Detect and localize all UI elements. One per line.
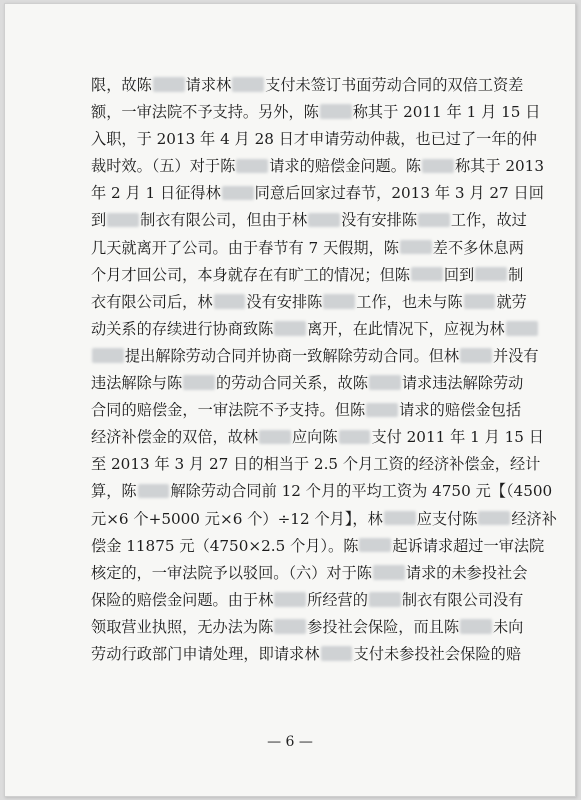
text-segment: 未向 bbox=[492, 617, 524, 636]
text-line bbox=[91, 506, 557, 533]
text-segment: 就劳 bbox=[496, 292, 527, 311]
redaction-blur bbox=[323, 294, 355, 308]
redaction-blur bbox=[153, 77, 185, 91]
redaction-blur bbox=[460, 348, 492, 362]
text-segment: 并没有 bbox=[492, 346, 539, 365]
redaction-blur bbox=[422, 159, 454, 173]
text-segment: 应支付陈 bbox=[416, 509, 478, 528]
text-segment: 没有安排陈 bbox=[341, 211, 417, 230]
redaction-blur bbox=[232, 77, 264, 91]
text-line bbox=[91, 424, 544, 451]
text-segment: 应向陈 bbox=[291, 428, 338, 447]
redaction-blur bbox=[214, 294, 246, 308]
document-page bbox=[4, 3, 576, 797]
text-segment: 劳动行政部门申请处理，即请求林 bbox=[91, 644, 320, 663]
text-line bbox=[91, 180, 544, 207]
redaction-blur bbox=[373, 565, 405, 579]
text-line bbox=[91, 72, 524, 99]
text-segment: 个月才回公司，本身就存在有旷工的情况；但陈 bbox=[91, 265, 410, 284]
text-line bbox=[91, 587, 524, 614]
text-segment: 回到 bbox=[443, 265, 475, 284]
redaction-blur bbox=[369, 592, 401, 606]
redaction-blur bbox=[183, 375, 215, 389]
text-segment: 支付 2011 年 1 月 15 日 bbox=[371, 428, 544, 447]
text-segment: 制 bbox=[508, 265, 524, 284]
text-segment: 解除劳动合同前 12 个月的平均工资为 4750 元【（4500 bbox=[170, 482, 553, 501]
redaction-blur bbox=[236, 159, 268, 173]
text-segment: 所经营的 bbox=[307, 590, 368, 609]
body-text bbox=[91, 72, 557, 668]
text-line bbox=[91, 99, 541, 126]
text-line bbox=[91, 560, 528, 587]
text-segment: 参投社会保险，而且陈 bbox=[307, 617, 460, 636]
redaction-blur bbox=[460, 619, 492, 633]
text-segment: 保险的赔偿金问题。由于林 bbox=[91, 590, 274, 609]
text-segment: 违法解除与陈 bbox=[91, 374, 183, 393]
text-line bbox=[91, 235, 524, 262]
text-segment: 几天就离开了公司。由于春节有 7 天假期，陈 bbox=[91, 238, 399, 257]
text-segment: 同意后回家过春节，2013 年 3 月 27 日回 bbox=[254, 184, 544, 203]
redaction-blur bbox=[92, 348, 124, 362]
text-segment: 裁时效。（五）对于陈 bbox=[91, 157, 236, 176]
text-segment: 经济补偿金的双倍，故林 bbox=[91, 428, 259, 447]
text-segment: 请求的赔偿金问题。陈 bbox=[269, 157, 422, 176]
text-segment: 起诉请求超过一审法院 bbox=[392, 536, 545, 555]
text-line bbox=[91, 533, 545, 560]
text-segment: 没有安排陈 bbox=[246, 292, 323, 311]
text-line bbox=[91, 126, 537, 153]
text-segment: 合同的赔偿金，一审法院不予支持。但陈 bbox=[91, 401, 366, 420]
text-line bbox=[91, 370, 524, 397]
text-segment: 入职，于 2013 年 4 月 28 日才申请劳动仲裁，也已过了一年的仲 bbox=[91, 130, 537, 149]
text-segment: 工作，故过 bbox=[450, 211, 527, 230]
redaction-blur bbox=[339, 430, 371, 444]
redaction-blur bbox=[366, 403, 398, 417]
text-segment: 请求的未参投社会 bbox=[405, 563, 528, 582]
text-segment: 请求林 bbox=[185, 76, 232, 94]
redaction-blur bbox=[321, 646, 353, 660]
text-segment: 算，陈 bbox=[91, 482, 137, 501]
redaction-blur bbox=[506, 321, 538, 335]
text-segment: 称其于 2011 年 1 月 15 日 bbox=[352, 103, 541, 122]
redaction-blur bbox=[274, 592, 306, 606]
text-line bbox=[91, 397, 521, 424]
redaction-blur bbox=[464, 294, 496, 308]
text-line bbox=[91, 289, 527, 316]
redaction-blur bbox=[411, 267, 443, 281]
text-segment: 经济补 bbox=[511, 509, 557, 528]
text-segment: 年 2 月 1 日征得林 bbox=[91, 184, 221, 203]
text-segment: 至 2013 年 3 月 27 日的相当于 2.5 个月工资的经济补偿金，经计 bbox=[91, 455, 541, 474]
redaction-blur bbox=[369, 375, 401, 389]
text-line bbox=[91, 478, 553, 505]
text-segment: 制衣有限公司没有 bbox=[401, 590, 524, 609]
text-line bbox=[91, 451, 541, 478]
text-segment: 支付未签订书面劳动合同的双倍工资差 bbox=[265, 76, 524, 94]
text-line bbox=[91, 153, 545, 180]
text-segment: 限，故陈 bbox=[91, 76, 152, 94]
text-segment: 制衣有限公司，但由于林 bbox=[140, 211, 308, 230]
text-line bbox=[91, 207, 527, 234]
redaction-blur bbox=[107, 213, 139, 227]
text-segment: 动关系的存续进行协商致陈 bbox=[91, 319, 274, 338]
text-line bbox=[91, 343, 539, 370]
redaction-blur bbox=[418, 213, 450, 227]
text-segment: 偿金 11875 元（4750×2.5 个月）。陈 bbox=[91, 536, 359, 555]
text-segment: 工作，也未与陈 bbox=[356, 292, 463, 311]
text-segment: 支付未参投社会保险的赔 bbox=[353, 644, 521, 663]
text-segment: 的劳动合同关系，故陈 bbox=[216, 374, 368, 393]
text-line bbox=[91, 316, 521, 343]
redaction-blur bbox=[259, 430, 291, 444]
redaction-blur bbox=[274, 321, 306, 335]
text-segment: 离开，在此情况下，应视为林 bbox=[307, 319, 505, 338]
redaction-blur bbox=[274, 619, 306, 633]
text-segment: 请求的赔偿金包括 bbox=[399, 401, 521, 420]
text-line bbox=[91, 641, 521, 668]
text-segment: 衣有限公司后，林 bbox=[91, 292, 213, 311]
redaction-blur bbox=[475, 267, 507, 281]
text-segment: 到 bbox=[91, 211, 107, 230]
text-segment: 额，一审法院不予支持。另外，陈 bbox=[91, 103, 319, 122]
redaction-blur bbox=[320, 104, 352, 118]
redaction-blur bbox=[478, 511, 510, 525]
redaction-blur bbox=[400, 240, 432, 254]
redaction-blur bbox=[222, 186, 254, 200]
redaction-blur bbox=[384, 511, 416, 525]
redaction-blur bbox=[308, 213, 340, 227]
text-segment: 领取营业执照，无办法为陈 bbox=[91, 617, 274, 636]
text-segment: 提出解除劳动合同并协商一致解除劳动合同。但林 bbox=[124, 346, 460, 365]
redaction-blur bbox=[359, 538, 391, 552]
text-segment: 请求违法解除劳动 bbox=[401, 374, 524, 393]
text-line bbox=[91, 614, 524, 641]
text-segment: 核定的，一审法院予以驳回。（六）对于陈 bbox=[91, 563, 372, 582]
page-number: — 6 — bbox=[267, 734, 313, 750]
text-line bbox=[91, 262, 524, 289]
redaction-blur bbox=[138, 484, 170, 498]
text-segment: 元×6 个+5000 元×6 个）÷12 个月】，林 bbox=[91, 509, 383, 528]
text-segment: 差不多休息两 bbox=[432, 238, 524, 257]
text-segment: 称其于 2013 bbox=[454, 157, 545, 176]
